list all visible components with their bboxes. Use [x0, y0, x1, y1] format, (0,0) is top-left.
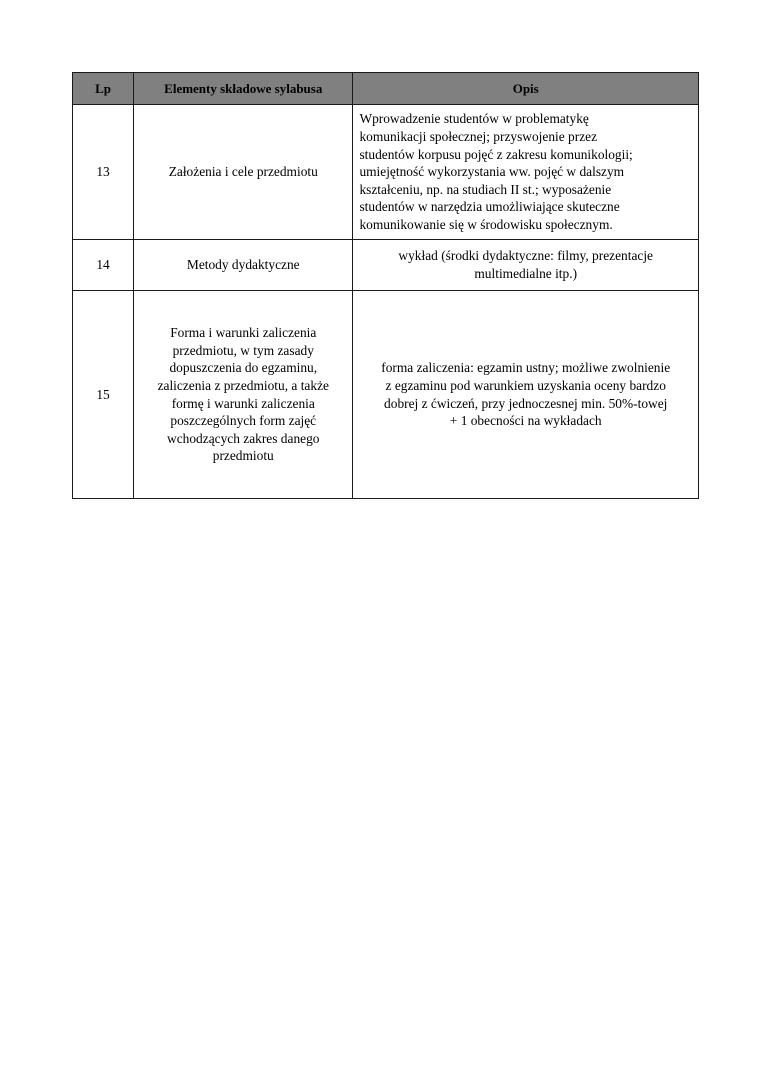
header-elements: Elementy składowe sylabusa — [134, 73, 353, 105]
row-number: 14 — [73, 240, 134, 291]
description-cell — [353, 240, 699, 291]
element-line: poszczególnych form zajęć — [170, 413, 317, 429]
element-line: przedmiotu, w tym zasady — [172, 342, 314, 358]
syllabus-table — [72, 72, 699, 499]
element-cell — [134, 105, 353, 240]
element-cell — [134, 240, 353, 291]
element-line: formę i warunki zaliczenia — [171, 395, 315, 411]
description-line: dobrej z ćwiczeń, przy jednoczesnej min. 50%-towej — [384, 395, 668, 411]
table-row — [73, 105, 699, 240]
element-line: zaliczenia z przedmiotu, a także — [157, 377, 329, 393]
table-row — [73, 240, 699, 291]
description-line: + 1 obecności na wykładach — [449, 413, 602, 429]
description-line: wykład (środki dydaktyczne: filmy, prezentacje — [398, 248, 653, 264]
element-line: Metody dydaktyczne — [186, 257, 300, 273]
description-line: studentów w narzędzia umożliwiające skuteczne — [359, 199, 620, 215]
row-number: 13 — [73, 105, 134, 240]
row-number: 15 — [73, 291, 134, 499]
description-line: multimedialne itp.) — [474, 266, 578, 281]
header-description: Opis — [353, 73, 699, 105]
element-line: wchodzących zakres danego — [167, 430, 320, 446]
element-cell — [134, 291, 353, 499]
header-lp: Lp — [73, 73, 134, 105]
description-line: komunikowanie się w środowisku społecznym. — [359, 216, 613, 232]
description-cell — [353, 291, 699, 499]
description-line: forma zaliczenia: egzamin ustny; możliwe zwolnienie — [381, 360, 671, 376]
table-row — [73, 291, 699, 499]
description-line: umiejętność wykorzystania ww. pojęć w dalszym — [359, 164, 625, 180]
description-line: z egzaminu pod warunkiem uzyskania oceny bardzo — [385, 377, 666, 393]
description-cell — [353, 105, 699, 240]
description-line: komunikacji społecznej; przyswojenie przez — [359, 129, 598, 145]
table-body — [73, 105, 699, 499]
element-line: przedmiotu — [212, 448, 274, 464]
element-line: Założenia i cele przedmiotu — [168, 164, 318, 180]
description-line: Wprowadzenie studentów w problematykę — [359, 111, 589, 127]
table-header — [73, 73, 699, 105]
element-line: dopuszczenia do egzaminu, — [169, 360, 318, 376]
element-line: Forma i warunki zaliczenia — [170, 325, 317, 341]
header-row — [73, 73, 699, 105]
description-line: studentów korpusu pojęć z zakresu komunikologii; — [359, 146, 633, 162]
description-line: kształceniu, np. na studiach II st.; wyposażenie — [359, 181, 612, 197]
